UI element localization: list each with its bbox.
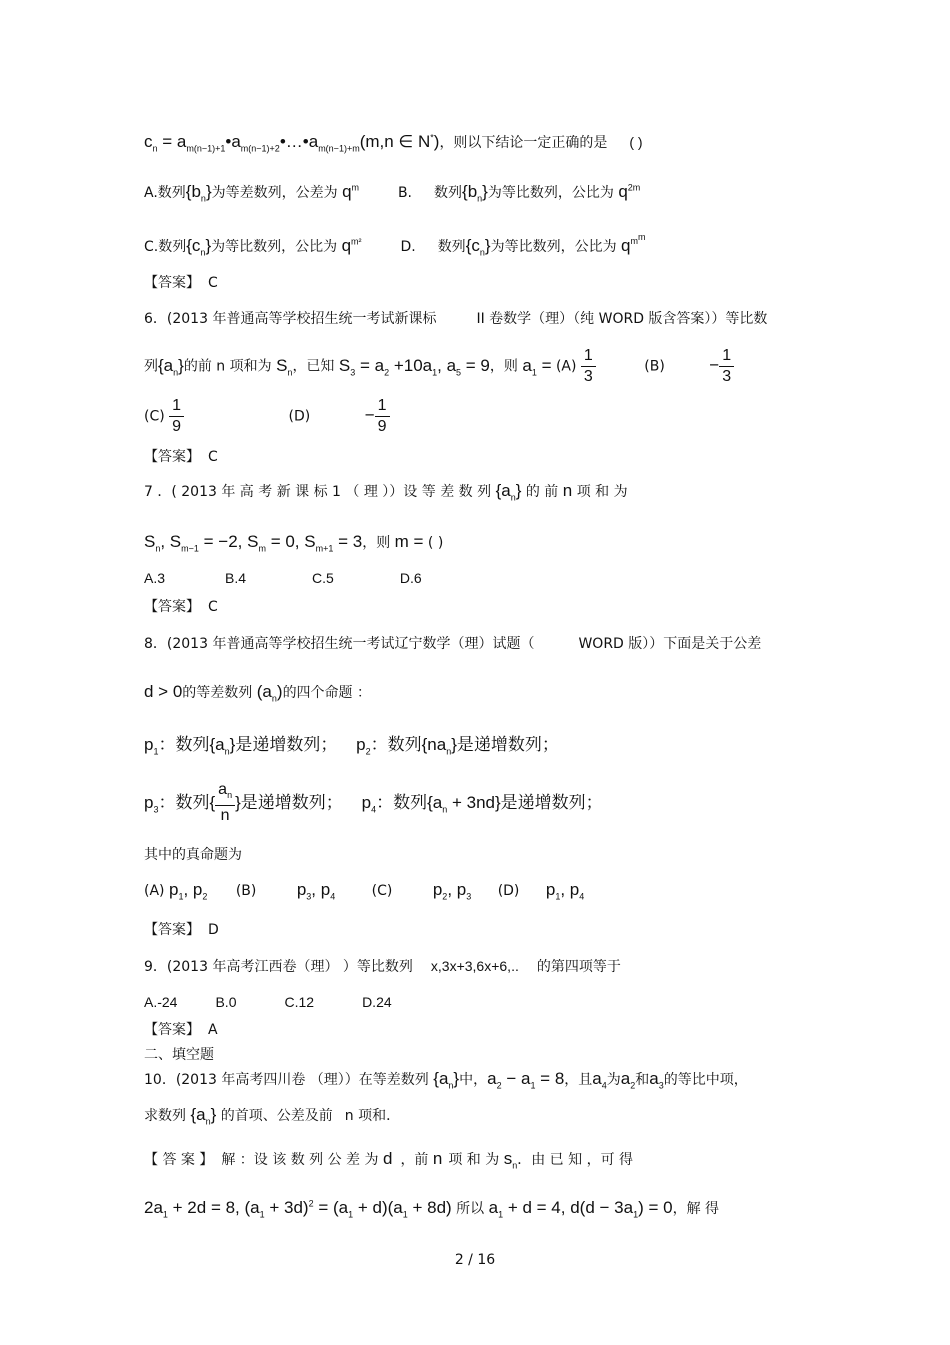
q5-answer: 【答案】 C bbox=[144, 275, 218, 291]
q8-answer: 【答案】 D bbox=[144, 922, 219, 938]
page-number: 2 / 16 bbox=[454, 1252, 496, 1268]
q5-option-d: D. 数列$\{c_n\}$为等比数列，公比为 $q^{m^m}$ bbox=[400, 232, 646, 258]
q8-options: (A) $p_1$, $p_2$ (B) $p_3$, $p_4$ (C) $p_2$, $p_3$ (D) $p_1$, $p_4$ bbox=[144, 880, 585, 902]
q5-option-a: A.数列$\{b_n\}$为等差数列，公差为 $q^m$ bbox=[144, 182, 360, 204]
q7-heading: 7 ．( 2013 年 高 考 新 课 标 1 （ 理 ））设 等 差 数 列 $\{a_n\}$ 的 前 n 项 和 为 bbox=[144, 481, 628, 503]
q10-question: 求数列 $\{a_n\}$ 的首项、公差及前 n 项和． bbox=[144, 1105, 401, 1127]
q5-formula-line: $c_n$ = $a_{m(n-1)+1}•a_{m(n-1)+2}•\dots•a_{m(n-1)+m}(m,n$ ∈ N*)，则以下结论一定正确的是 ( ) bbox=[144, 132, 643, 154]
q7-answer: 【答案】 C bbox=[144, 599, 218, 615]
q9-options: A.-24 B.0 C.12 D.24 bbox=[144, 994, 392, 1010]
q6-option-b-fraction: $\frac{1}{3}$ bbox=[719, 346, 734, 387]
q5-option-c-d bbox=[144, 232, 646, 257]
q8-propositions-3-4: $p_3$：数列{ $\frac{a_n}{n}$ }是递增数列； $p_4$：数列$\{a_n + 3nd\}$是递增数列； bbox=[144, 781, 603, 825]
q8-heading: 8．(2013 年普通高等学校招生统一考试辽宁数学（理）试题（ WORD 版））下面是关于公差 bbox=[144, 636, 762, 652]
q6-option-d-fraction: $\frac{1}{9}$ bbox=[375, 396, 390, 437]
q7-condition: $S_n$, $S_{m-1} = -2$, $S_m = 0$, $S_{m+1} = 3$，则 m = ( ) bbox=[144, 532, 444, 554]
q8-conclusion: 其中的真命题为 bbox=[144, 847, 242, 863]
q8-propositions-1-2: $p_1$：数列$\{a_n\}$是递增数列； $p_2$：数列$\{na_n\}$是递增数列； bbox=[144, 735, 559, 757]
q8-an-over-n: $\frac{a_n}{n}$ bbox=[215, 780, 235, 826]
q6-options-c-d: (C) $\frac{1}{9}$ (D) − $\frac{1}{9}$ bbox=[144, 396, 390, 437]
q10-answer-equations: $2a_1 + 2d = 8$, $(a_1 + 3d)^2 = (a_1 + d)(a_1 + 8d)$ 所以 $a_1 + d = 4$, $d(d - 3a_1) = 0$，解 得 bbox=[144, 1198, 720, 1220]
q6-option-c-fraction: $\frac{1}{9}$ bbox=[169, 396, 184, 437]
q10-heading: 10．(2013 年高考四川卷 （理））在等差数列 $\{a_n\}$中，$a_2 - a_1 = 8$，且$a_4$为$a_2$和$a_3$的等比中项， bbox=[144, 1069, 748, 1091]
q5-option-b: B. 数列$\{b_n\}$为等比数列，公比为 $q^{2m}$ bbox=[397, 182, 641, 204]
q9-answer: 【答案】 A bbox=[144, 1022, 218, 1038]
q7-options: A.3 B.4 C.5 D.6 bbox=[144, 570, 422, 586]
section-title: 二、填空题 bbox=[144, 1047, 214, 1063]
q6-option-a-fraction: $\frac{1}{3}$ bbox=[581, 346, 596, 387]
q9-heading: 9．(2013 年高考江西卷（理） ）等比数列 x,3x+3,6x+6,.. 的第四项等于 bbox=[144, 958, 621, 975]
q8-premise: d > 0的等差数列 $(a_n)$的四个命题 ： bbox=[144, 682, 372, 704]
q6-heading: 6．(2013 年普通高等学校招生统一考试新课标 II 卷数学（理）（纯 WORD 版含答案））等比数 bbox=[144, 311, 768, 327]
q6-answer: 【答案】 C bbox=[144, 449, 218, 465]
q10-answer-intro: 【 答 案 】 解 ：设 该 数 列 公 差 为 d ，前 n 项 和 为 $s_n$．由 已 知 ，可 得 bbox=[144, 1149, 634, 1171]
q6-statement: 列$\{a_n\}$的前 n 项和为 $S_n$，已知 $S_3 = a_2 +10a_1$, $a_5 = 9$，则 $a_1 = (A)$ $\frac{1}{3}$ (B) − $\frac{1}{3}$ bbox=[144, 346, 734, 387]
q5-option-c: C.数列$\{c_n\}$为等比数列，公比为 $q^{m^2}$ bbox=[144, 235, 362, 258]
q5-option-a-b bbox=[144, 182, 640, 203]
